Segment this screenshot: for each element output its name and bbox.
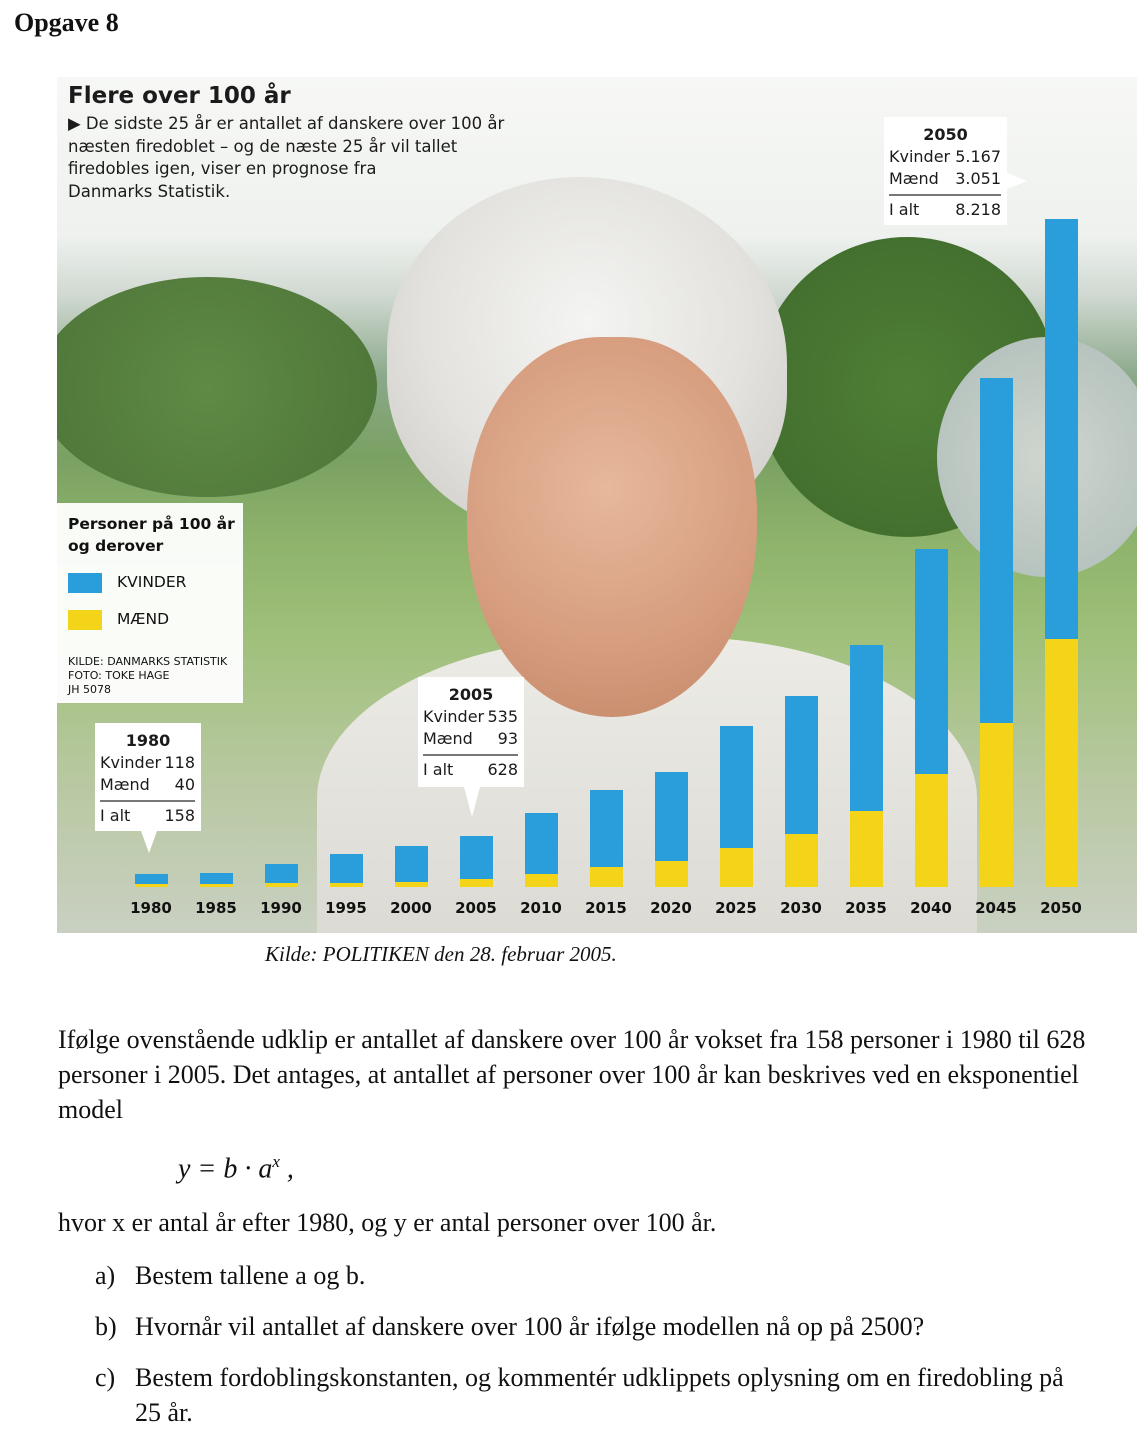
callout-year: 2005 xyxy=(448,685,494,704)
bar-women-2045 xyxy=(980,378,1013,723)
callout-total-value: 8.218 xyxy=(955,200,1001,219)
bar-women-1990 xyxy=(265,864,298,883)
bar-women-1980 xyxy=(135,874,168,884)
bar-men-2030 xyxy=(785,834,818,887)
formula-exponent: x xyxy=(272,1152,280,1171)
x-tick-label: 2025 xyxy=(715,899,757,917)
callout-women-label: Kvinder xyxy=(100,753,162,772)
formula-tail: , xyxy=(279,1153,294,1185)
callout-men-label: Mænd xyxy=(889,169,939,188)
x-tick-label: 2030 xyxy=(780,899,822,917)
legend-label-women: KVINDER xyxy=(117,573,187,591)
legend-title: Personer på 100 år og derover xyxy=(68,515,235,555)
callout-year: 1980 xyxy=(125,731,171,750)
callout-total-label: I alt xyxy=(100,806,131,825)
callout-total-label: I alt xyxy=(423,760,454,779)
bar-women-2050 xyxy=(1045,219,1078,639)
callout-pointer xyxy=(141,831,157,853)
photo-person-face xyxy=(467,337,757,717)
callout-pointer xyxy=(464,787,480,817)
bar-men-1990 xyxy=(265,883,298,887)
bar-women-2015 xyxy=(590,790,623,867)
question-label: c) xyxy=(95,1363,116,1392)
legend xyxy=(57,503,243,703)
x-tick-label: 2005 xyxy=(455,899,497,917)
legend-swatch-women xyxy=(68,573,102,593)
variable-definition: hvor x er antal år efter 1980, og y er antal personer over 100 år. xyxy=(58,1208,717,1237)
x-tick-label: 2045 xyxy=(975,899,1017,917)
bar-men-2045 xyxy=(980,723,1013,887)
callout-women-label: Kvinder xyxy=(423,707,485,726)
bar-women-2020 xyxy=(655,772,688,861)
x-tick-label: 2035 xyxy=(845,899,887,917)
background-tree xyxy=(57,277,377,497)
callout-year: 2050 xyxy=(923,125,968,144)
legend-label-men: MÆND xyxy=(117,610,170,628)
bar-men-2050 xyxy=(1045,639,1078,887)
bar-men-2010 xyxy=(525,874,558,887)
task-title: Opgave 8 xyxy=(14,8,119,37)
bar-women-2010 xyxy=(525,813,558,874)
callout-women-value: 5.167 xyxy=(955,147,1001,166)
question-text: Bestem tallene a og b. xyxy=(135,1261,366,1290)
callout-total-value: 158 xyxy=(164,806,195,825)
bar-men-1985 xyxy=(200,884,233,887)
x-tick-label: 1985 xyxy=(195,899,237,917)
x-tick-label: 1995 xyxy=(325,899,367,917)
bar-men-1995 xyxy=(330,883,363,887)
task-paragraph: Ifølge ovenstående udklip er antallet af danskere over 100 år vokset fra 158 personer i 1980 til 628 personer i 2005. Det antages, at antallet af personer over 100 år kan beskrives ved en eksponentiel model xyxy=(58,1025,1086,1124)
figure-caption: Kilde: POLITIKEN den 28. februar 2005. xyxy=(265,942,617,966)
callout-men-value: 93 xyxy=(497,729,518,748)
bar-men-2015 xyxy=(590,867,623,887)
bar-women-2000 xyxy=(395,846,428,883)
bar-women-2025 xyxy=(720,726,753,848)
callout-men-label: Mænd xyxy=(100,775,150,794)
bar-women-1985 xyxy=(200,873,233,884)
bar-men-2025 xyxy=(720,848,753,887)
formula-base: y = b · a xyxy=(178,1153,273,1185)
x-tick-label: 2050 xyxy=(1040,899,1082,917)
callout-women-value: 535 xyxy=(487,707,518,726)
callout-pointer xyxy=(1007,173,1027,189)
question-text: Hvornår vil antallet af danskere over 100 år ifølge modellen nå op på 2500? xyxy=(135,1312,925,1341)
bar-women-2005 xyxy=(460,836,493,880)
bar-men-2040 xyxy=(915,774,948,887)
x-tick-label: 2010 xyxy=(520,899,562,917)
x-tick-label: 2020 xyxy=(650,899,692,917)
newspaper-figure xyxy=(57,77,1137,933)
bar-women-1995 xyxy=(330,854,363,883)
bar-men-1980 xyxy=(135,884,168,887)
x-tick-label: 2040 xyxy=(910,899,952,917)
question-text: Bestem fordoblingskonstanten, og kommentér udklippets oplysning om en firedobling på 25 år. xyxy=(135,1363,1064,1427)
callout-total-label: I alt xyxy=(889,200,920,219)
callout-men-value: 3.051 xyxy=(955,169,1001,188)
callout-2005 xyxy=(418,677,524,787)
bar-women-2040 xyxy=(915,549,948,773)
legend-source: KILDE: DANMARKS STATISTIK FOTO: TOKE HAGE JH 5078 xyxy=(68,655,228,696)
figure-intro: ▶ De sidste 25 år er antallet af danskere over 100 år næsten firedoblet – og de næste 25 år vil tallet firedobles igen, viser en prognose fra Danmarks Statistik. xyxy=(68,114,505,201)
x-tick-label: 2000 xyxy=(390,899,432,917)
bar-men-2000 xyxy=(395,882,428,887)
legend-swatch-men xyxy=(68,610,102,630)
bar-women-2035 xyxy=(850,645,883,812)
callout-women-value: 118 xyxy=(164,753,195,772)
callout-rule xyxy=(889,194,1001,196)
callout-1980 xyxy=(95,723,201,831)
callout-rule xyxy=(423,754,518,756)
question-label: a) xyxy=(95,1261,116,1290)
figure-headline: Flere over 100 år xyxy=(68,83,291,109)
x-tick-label: 1990 xyxy=(260,899,302,917)
callout-2050 xyxy=(884,117,1007,225)
bar-men-2005 xyxy=(460,879,493,887)
bar-women-2030 xyxy=(785,696,818,834)
callout-men-label: Mænd xyxy=(423,729,473,748)
question-label: b) xyxy=(95,1312,117,1341)
callout-men-value: 40 xyxy=(174,775,195,794)
model-formula xyxy=(178,1152,294,1185)
callout-rule xyxy=(100,800,195,802)
background-shrub xyxy=(937,337,1137,577)
x-tick-label: 1980 xyxy=(130,899,172,917)
x-tick-label: 2015 xyxy=(585,899,627,917)
callout-women-label: Kvinder xyxy=(889,147,951,166)
bar-men-2020 xyxy=(655,861,688,887)
callout-total-value: 628 xyxy=(487,760,518,779)
bar-men-2035 xyxy=(850,811,883,887)
